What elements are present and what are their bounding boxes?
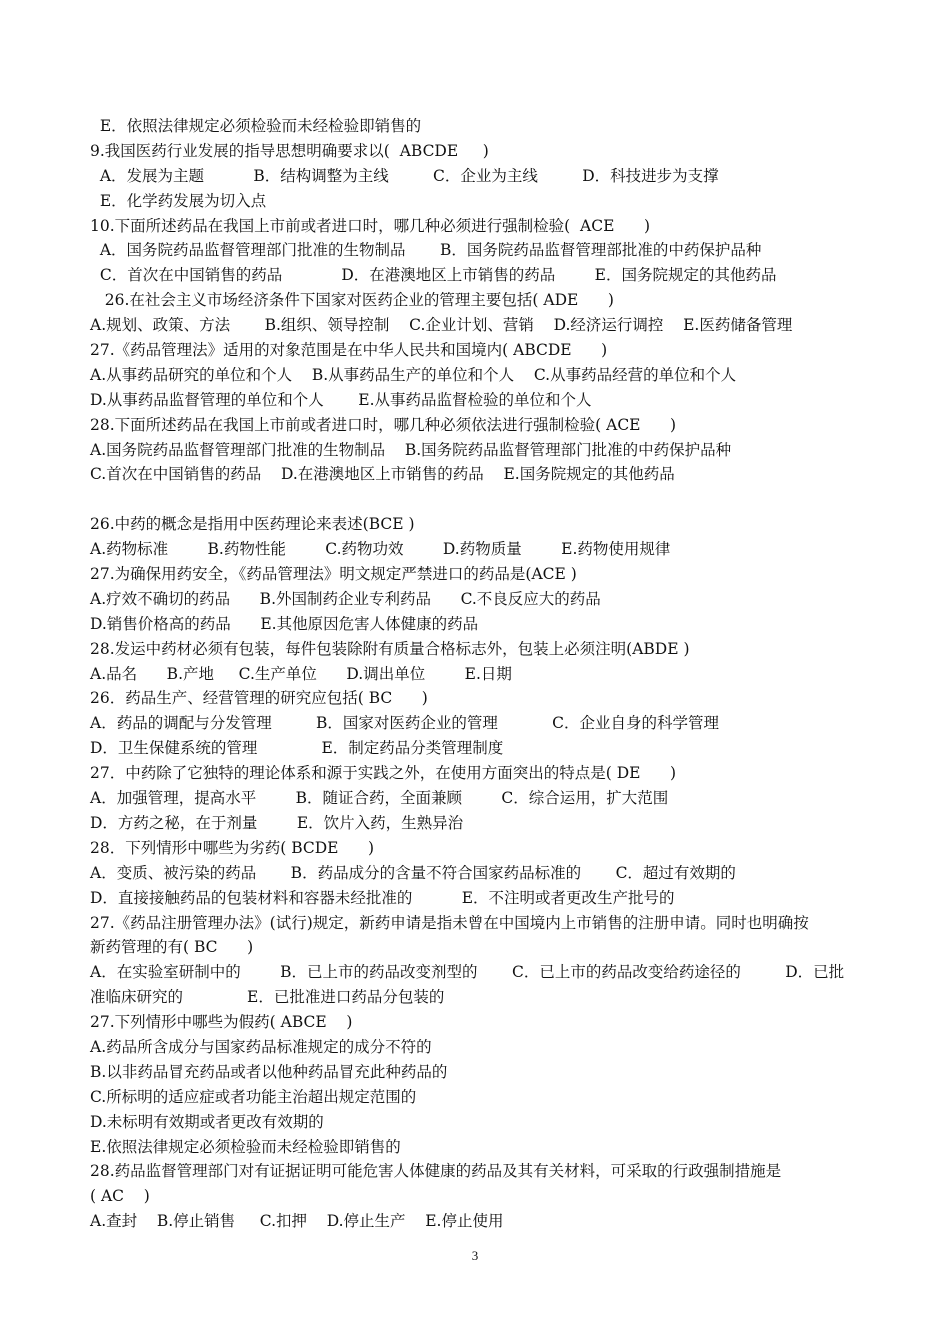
text-line: E．依照法律规定必须检验而未经检验即销售的 (90, 117, 422, 135)
text-line: A．变质、被污染的药品 B．药品成分的含量不符合国家药品标准的 C．超过有效期的 (90, 863, 736, 882)
text-line: 新药管理的有( BC ) (90, 938, 254, 957)
text-line: A.药品所含成分与国家药品标准规定的成分不符的 (90, 1037, 432, 1056)
text-line: 27.为确保用药安全，《药品管理法》明文规定严禁进口的药品是(ACE ) (90, 565, 577, 584)
text-line: 26．药品生产、经营管理的研究应包括( BC ) (90, 689, 428, 708)
text-line: A．国务院药品监督管理部门批准的生物制品 B．国务院药品监督管理部批准的中药保护品种 (90, 241, 762, 260)
text-line: A.从事药品研究的单位和个人 B.从事药品生产的单位和个人 C.从事药品经营的单位和个人 (90, 365, 737, 384)
page-number: 3 (471, 1248, 479, 1263)
text-line: B.以非药品冒充药品或者以他种药品冒充此种药品的 (90, 1062, 448, 1081)
text-line: 准临床研究的 E．已批准进口药品分包装的 (90, 988, 445, 1007)
text-line: A.国务院药品监督管理部门批准的生物制品 B.国务院药品监督管理部门批准的中药保护品种 (90, 440, 732, 459)
text-line: 26.在社会主义市场经济条件下国家对医药企业的管理主要包括( ADE ) (90, 291, 614, 310)
text-line: D．直接接触药品的包装材料和容器未经批准的 E．不注明或者更改生产批号的 (90, 888, 675, 907)
text-line: D．方药之秘，在于剂量 E．饮片入药，生熟异治 (90, 813, 464, 832)
text-line: C．首次在中国销售的药品 D．在港澳地区上市销售的药品 E．国务院规定的其他药品 (90, 266, 777, 285)
text-line: C.首次在中国销售的药品 D.在港澳地区上市销售的药品 E.国务院规定的其他药品 (90, 465, 675, 484)
text-line: 28．下列情形中哪些为劣药( BCDE ) (90, 838, 375, 857)
text-line: A.疗效不确切的药品 B.外国制药企业专利药品 C.不良反应大的药品 (90, 589, 601, 608)
text-line: 28.发运中药材必须有包装，每件包装除附有质量合格标志外，包装上必须注明(ABDE ) (90, 639, 690, 658)
text-line: A.查封 B.停止销售 C.扣押 D.停止生产 E.停止使用 (90, 1212, 504, 1231)
text-line: A．药品的调配与分发管理 B．国家对医药企业的管理 C．企业自身的科学管理 (90, 714, 719, 733)
text-line: A．在实验室研制中的 B．已上市的药品改变剂型的 C．已上市的药品改变给药途径的 D．已批 (90, 963, 845, 982)
text-line: A.药物标准 B.药物性能 C.药物功效 D.药物质量 E.药物使用规律 (90, 540, 671, 559)
text-line: 10.下面所述药品在我国上市前或者进口时，哪几种必须进行强制检验( ACE ) (90, 216, 651, 235)
text-line: A.规划、政策、方法 B.组织、领导控制 C.企业计划、营销 D.经济运行调控 E.医药储备管理 (90, 316, 793, 335)
text-line: C.所标明的适应症或者功能主治超出规定范围的 (90, 1087, 417, 1106)
text-line: 27.《药品注册管理办法》(试行)规定，新药申请是指未曾在中国境内上市销售的注册申请。同时也明确按 (90, 913, 809, 932)
blank-line (90, 487, 870, 512)
text-line: ( AC ) (90, 1187, 150, 1206)
text-line: D．卫生保健系统的管理 E．制定药品分类管理制度 (90, 739, 504, 758)
text-line: 27.《药品管理法》适用的对象范围是在中华人民共和国境内( ABCDE ) (90, 341, 608, 360)
text-line: A．加强管理，提高水平 B．随证合药，全面兼顾 C．综合运用，扩大范围 (90, 789, 669, 808)
text-line: D.销售价格高的药品 E.其他原因危害人体健康的药品 (90, 614, 479, 633)
text-line: D.从事药品监督管理的单位和个人 E.从事药品监督检验的单位和个人 (90, 390, 592, 409)
text-line: 9.我国医药行业发展的指导思想明确要求以( ABCDE ) (90, 141, 489, 160)
text-line: D.未标明有效期或者更改有效期的 (90, 1112, 324, 1131)
text-line: 27.下列情形中哪些为假药( ABCE ) (90, 1013, 353, 1032)
text-line: 27．中药除了它独特的理论体系和源于实践之外，在使用方面突出的特点是( DE ) (90, 764, 677, 783)
text-line: 26.中药的概念是指用中医药理论来表述(BCE ) (90, 515, 415, 534)
text-line: 28.药品监督管理部门对有证据证明可能危害人体健康的药品及其有关材料，可采取的行政强制措施是 (90, 1162, 782, 1181)
text-line: 28.下面所述药品在我国上市前或者进口时，哪几种必须依法进行强制检验( ACE ) (90, 415, 677, 434)
text-line: A.品名 B.产地 C.生产单位 D.调出单位 E.日期 (90, 664, 512, 683)
text-line: E．化学药发展为切入点 (90, 191, 267, 210)
document-body (90, 114, 870, 1234)
text-line: E.依照法律规定必须检验而未经检验即销售的 (90, 1137, 401, 1156)
text-line: A．发展为主题 B．结构调整为主线 C．企业为主线 D．科技进步为支撑 (90, 166, 719, 185)
